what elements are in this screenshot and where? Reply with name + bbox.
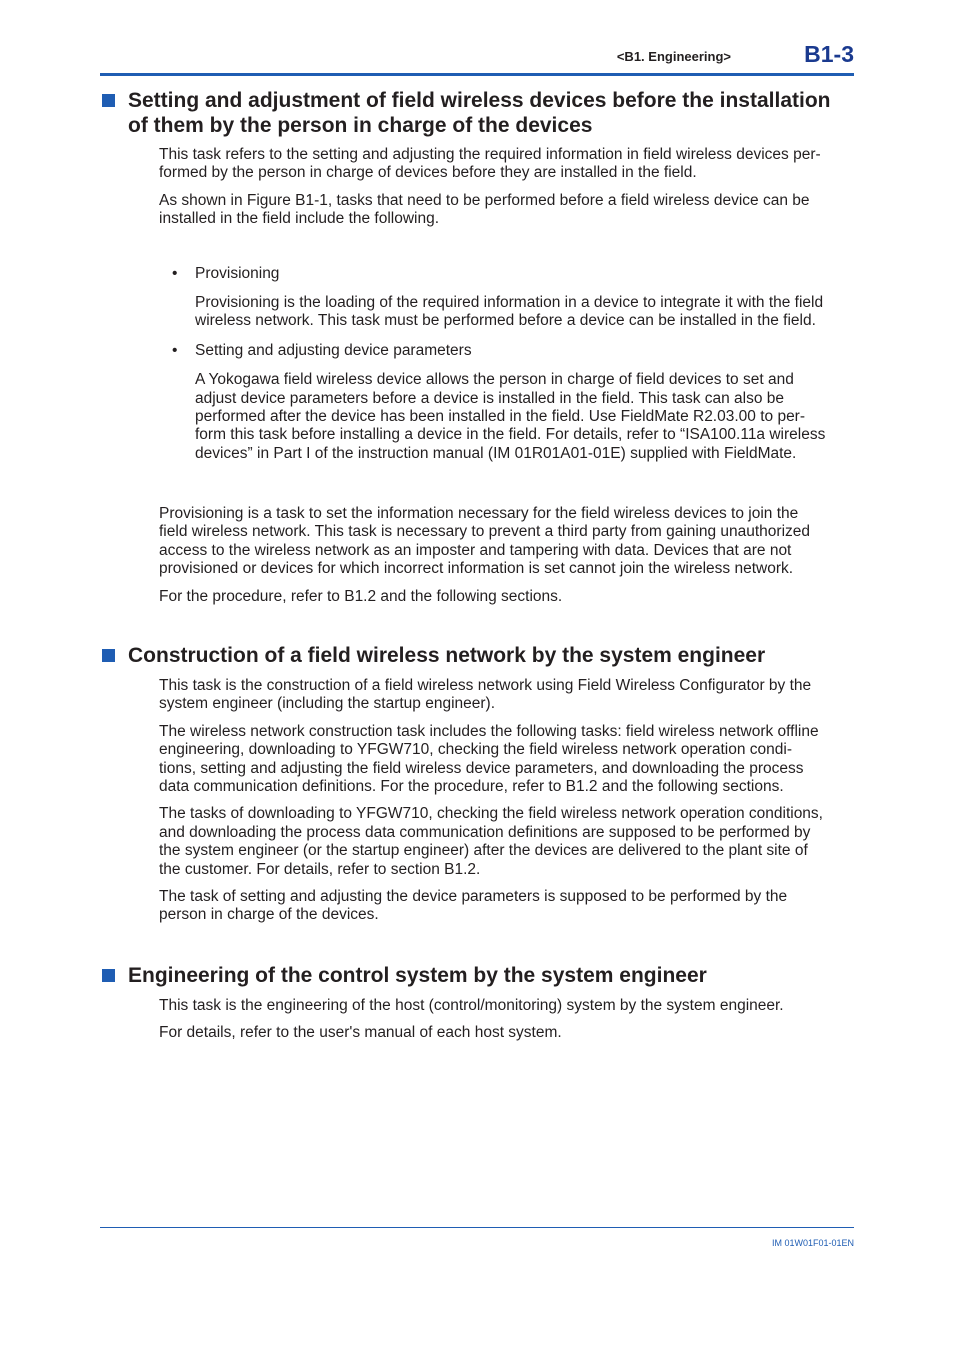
section-heading: [100, 643, 854, 668]
list-item-title: Provisioning: [195, 264, 280, 282]
section-provisioning-notes: [100, 505, 854, 615]
section-heading: [100, 963, 854, 988]
header-rule: [100, 73, 854, 76]
heading-line: of them by the person in charge of the devices: [128, 114, 593, 137]
square-bullet-icon: [102, 94, 115, 107]
paragraph: [159, 192, 854, 229]
section-network-construction: [100, 643, 854, 934]
text-line: As shown in Figure B1-1, tasks that need to be performed before a field wireless device can be: [159, 191, 810, 209]
text-line: Provisioning is a task to set the information necessary for the field wireless devices to join the: [159, 505, 799, 522]
text-line: This task is the engineering of the host (control/monitoring) system by the system engineer.: [159, 997, 784, 1014]
list-item-title: Setting and adjusting device parameters: [195, 341, 472, 359]
text-line: provisioned or devices for which incorrect information is set cannot join the wireless network.: [159, 560, 794, 578]
list-item-provisioning: [172, 264, 854, 283]
text-line: tions, setting and adjusting the field wireless device parameters, and downloading the process: [159, 759, 804, 777]
text-line: person in charge of the devices.: [159, 906, 379, 924]
list-item-description: [195, 371, 854, 463]
section-heading: [100, 88, 854, 138]
section-setting-adjustment: [100, 88, 854, 463]
text-line: access to the wireless network as an imposter and tampering with data. Devices that are not: [159, 541, 792, 559]
text-line: system engineer (including the startup engineer).: [159, 695, 496, 713]
paragraph: [159, 723, 854, 797]
text-line: the customer. For details, refer to section B1.2.: [159, 860, 481, 878]
text-line: The task of setting and adjusting the device parameters is supposed to be performed by the: [159, 888, 788, 906]
page-number: B1-3: [804, 41, 854, 67]
square-bullet-icon: [102, 649, 115, 662]
text-line: The tasks of downloading to YFGW710, checking the field wireless network operation conditions,: [159, 805, 823, 823]
document-id: IM 01W01F01-01EN: [771, 1238, 854, 1248]
list-item-device-parameters: [172, 341, 854, 360]
square-bullet-icon: [102, 969, 115, 982]
text-line: For the procedure, refer to B1.2 and the following sections.: [159, 587, 563, 605]
text-line: For details, refer to the user's manual of each host system.: [159, 1024, 562, 1042]
text-line: field wireless network. This task is necessary to prevent a third party from gaining unauthorized: [159, 523, 811, 541]
paragraph: [159, 1024, 854, 1042]
paragraph: [159, 146, 854, 183]
heading-line: Construction of a field wireless network by the system engineer: [128, 644, 766, 667]
text-line: and downloading the process data communication definitions are supposed to be performed by: [159, 823, 811, 841]
heading-line: Setting and adjustment of field wireless devices before the installation: [128, 89, 831, 112]
footer-rule: [100, 1227, 854, 1228]
text-line: adjust device parameters before a device is installed in the field. This task can also be: [195, 389, 785, 407]
paragraph: [159, 505, 854, 579]
heading-line: Engineering of the control system by the system engineer: [128, 964, 707, 987]
paragraph: [159, 805, 854, 879]
text-line: form this task before installing a device in the field. For details, refer to “ISA100.11a wireless: [195, 426, 826, 444]
text-line: engineering, downloading to YFGW710, checking the field wireless network operation condi-: [159, 741, 792, 759]
bullet-dot-icon: •: [172, 341, 178, 359]
paragraph: [159, 888, 854, 925]
text-line: This task is the construction of a field wireless network using Field Wireless Configurator by the: [159, 677, 812, 694]
text-line: A Yokogawa field wireless device allows the person in charge of field devices to set and: [195, 371, 794, 389]
section-control-system: [100, 963, 854, 1052]
paragraph: [159, 997, 854, 1015]
text-line: wireless network. This task must be performed before a device can be installed in the field.: [195, 312, 816, 330]
text-line: devices” in Part I of the instruction manual (IM 01R01A01-01E) supplied with FieldMate.: [195, 444, 797, 462]
running-header-section: <B1. Engineering>: [616, 49, 731, 64]
text-line: Provisioning is the loading of the required information in a device to integrate it with the field: [195, 294, 824, 312]
text-line: installed in the field include the following.: [159, 210, 440, 228]
paragraph: [159, 588, 854, 606]
text-line: The wireless network construction task includes the following tasks: field wireless network offline: [159, 722, 819, 740]
text-line: data communication definitions. For the procedure, refer to B1.2 and the following sections.: [159, 778, 784, 796]
text-line: This task refers to the setting and adjusting the required information in field wireless devices per-: [159, 146, 821, 163]
text-line: formed by the person in charge of devices before they are installed in the field.: [159, 164, 697, 182]
text-line: performed after the device has been installed in the field. Use FieldMate R2.03.00 to per-: [195, 408, 806, 426]
bullet-dot-icon: •: [172, 264, 178, 282]
paragraph: [159, 677, 854, 714]
text-line: the system engineer (or the startup engineer) after the devices are delivered to the plant site of: [159, 842, 808, 860]
list-item-description: [195, 294, 854, 331]
